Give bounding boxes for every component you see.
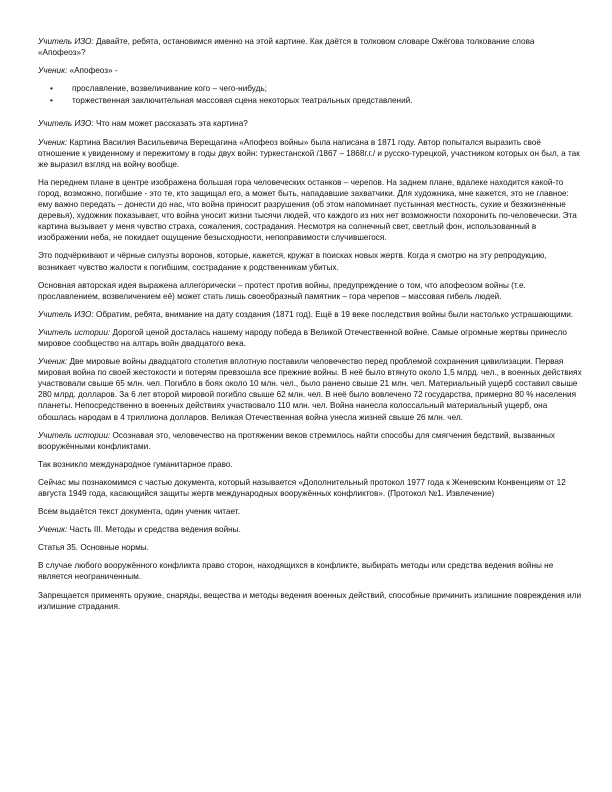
paragraph [38,459,582,470]
paragraph [38,506,582,517]
paragraph [38,524,582,535]
paragraph-text: Так возникло международное гуманитарное право. [38,459,233,469]
speaker-label: Ученик: [38,525,68,535]
paragraph [38,250,582,272]
paragraph-text: Часть III. Методы и средства ведения войны. [67,525,241,535]
paragraph-text: Основная авторская идея выражена аллегорически – протест против войны, предупреждение о том, что апофеозом войны (т.е. прославлением, возвеличением её) может стать лишь своеобразный памятник – гора черепов – массовая гибель людей. [38,280,526,301]
speaker-label: Ученик: [38,357,68,367]
speaker-label: Учитель истории: [38,327,111,337]
paragraph [38,430,582,452]
paragraph-text: Статья 35. Основные нормы. [38,543,149,553]
paragraph-text: Две мировые войны двадцатого столетия вплотную поставили человечество перед проблемой сохранения цивилизации. Первая мировая война по своей жестокости и потерям превзошла все прежние войны. В неё было втянуто около 1,5 млрд. чел., в военных действиях участвовали свыше 65 млн. чел. Погибло в боях около 10 млн. чел., было ранено свыше 21 млн. чел. Материальный ущерб составил свыше 280 млрд. долларов. За 6 лет второй мировой погибло свыше 62 млн. чел. В неё было вовлечено 72 государства, примерно 80 % населения планеты. Непосредственно в военных действиях участвовало 110 млн. чел. Война нанесла колоссальный материальный ущерб, она обошлась народам в 4 триллиона долларов. Великая Отечественная война унесла жизней свыше 26 млн. чел. [38,357,582,422]
paragraph [38,590,582,612]
paragraph [38,177,582,244]
paragraph [38,65,582,76]
speaker-label: Ученик: [38,137,68,147]
paragraph-text: Дорогой ценой досталась нашему народу победа в Великой Отечественной войне. Самые огромные жертвы принесло мировое сообщество на алтарь войн двадцатого века. [38,327,567,348]
paragraph-text: Сейчас мы познакомимся с частью документа, который называется «Дополнительный протокол 1977 года к Женевским Конвенциям от 12 августа 1949 года, касающийся защиты жертв международных вооружённых конфликтов». (Протокол №1. Извлечение) [38,477,566,498]
paragraph-text: Картина Василия Васильевича Верещагина «Апофеоз войны» была написана в 1871 году. Автор попытался выразить своё отношение к увиденному и пережитому в годы двух войн: туркестанской /1867 – 1868г.г./ и русско-турецкой, участником которых он был, а так же выразил взгляд на войну вообще. [38,137,580,169]
definition-list [38,83,582,106]
speaker-label: Учитель ИЗО: [38,37,94,46]
paragraph-text: Обратим, ребята, внимание на дату создания (1871 год). Ещё в 19 веке последствия войны были настолько устрашающими. [93,309,574,319]
paragraph-text: Всем выдаётся текст документа, один ученик читает. [38,507,240,517]
speaker-label: Ученик: [38,66,68,76]
paragraph-text: На переднем плане в центре изображена большая гора человеческих останков – черепов. На заднем плане, вдалеке находится какой-то город, возможно, погибшие - это те, кто защищал его, а может быть, нападавшие захватчики. Для художника, мне кажется, это не главное: ему важно передать – донести до нас, что война приносит разрушения (об этом напоминает пустынная местность, сухие и безжизненные деревья), художник показывает, что война уносит жизни тысячи людей, что каждого из них нет возможности похоронить по-человечески. Эта картина вызывает у меня чувство страха, сожаления, сострадания. Несмотря на солнечный свет, светлый фон, использованный в изображении неба, не покидает ощущение безысходности, непоправимости случившегося. [38,177,577,243]
paragraph [38,36,582,58]
paragraph-text: Давайте, ребята, остановимся именно на этой картине. Как даётся в толковом словаре Ожёгова толкование слова «Апофеоз»? [38,37,535,58]
speaker-label: Учитель ИЗО: [38,309,94,319]
paragraph [38,327,582,349]
paragraph [38,542,582,553]
paragraph-text: Что нам может рассказать эта картина? [93,119,248,129]
paragraph [38,477,582,499]
paragraph [38,280,582,302]
speaker-label: Учитель истории: [38,430,111,440]
paragraph-text: Запрещается применять оружие, снаряды, вещества и методы ведения военных действий, способные причинить излишние повреждения или излишние страдания. [38,590,582,611]
paragraph [38,356,582,423]
paragraph-text: «Апофеоз» - [67,66,118,76]
paragraph [38,560,582,582]
list-item: • прославление, возвеличивание кого – чего-нибудь; [62,83,582,94]
paragraph-text: В случае любого вооружённого конфликта право сторон, находящихся в конфликте, выбирать методы или средства ведения войны не является неограниченным. [38,561,554,582]
paragraph [38,137,582,170]
paragraph [38,118,582,129]
paragraph-text: Осознавая это, человечество на протяжении веков стремилось найти способы для смягчения бедствий, вызванных вооружёнными конфликтами. [38,430,556,451]
paragraph [38,309,582,320]
speaker-label: Учитель ИЗО: [38,119,94,129]
list-item: • торжественная заключительная массовая сцена некоторых театральных представлений. [62,95,582,106]
paragraph-text: Это подчёркивают и чёрные силуэты воронов, которые, кажется, кружат в поисках новых жертв. Когда я смотрю на эту репродукцию, возникает чувство жалости к погибшим, сострадание к родственникам убитых. [38,251,547,272]
